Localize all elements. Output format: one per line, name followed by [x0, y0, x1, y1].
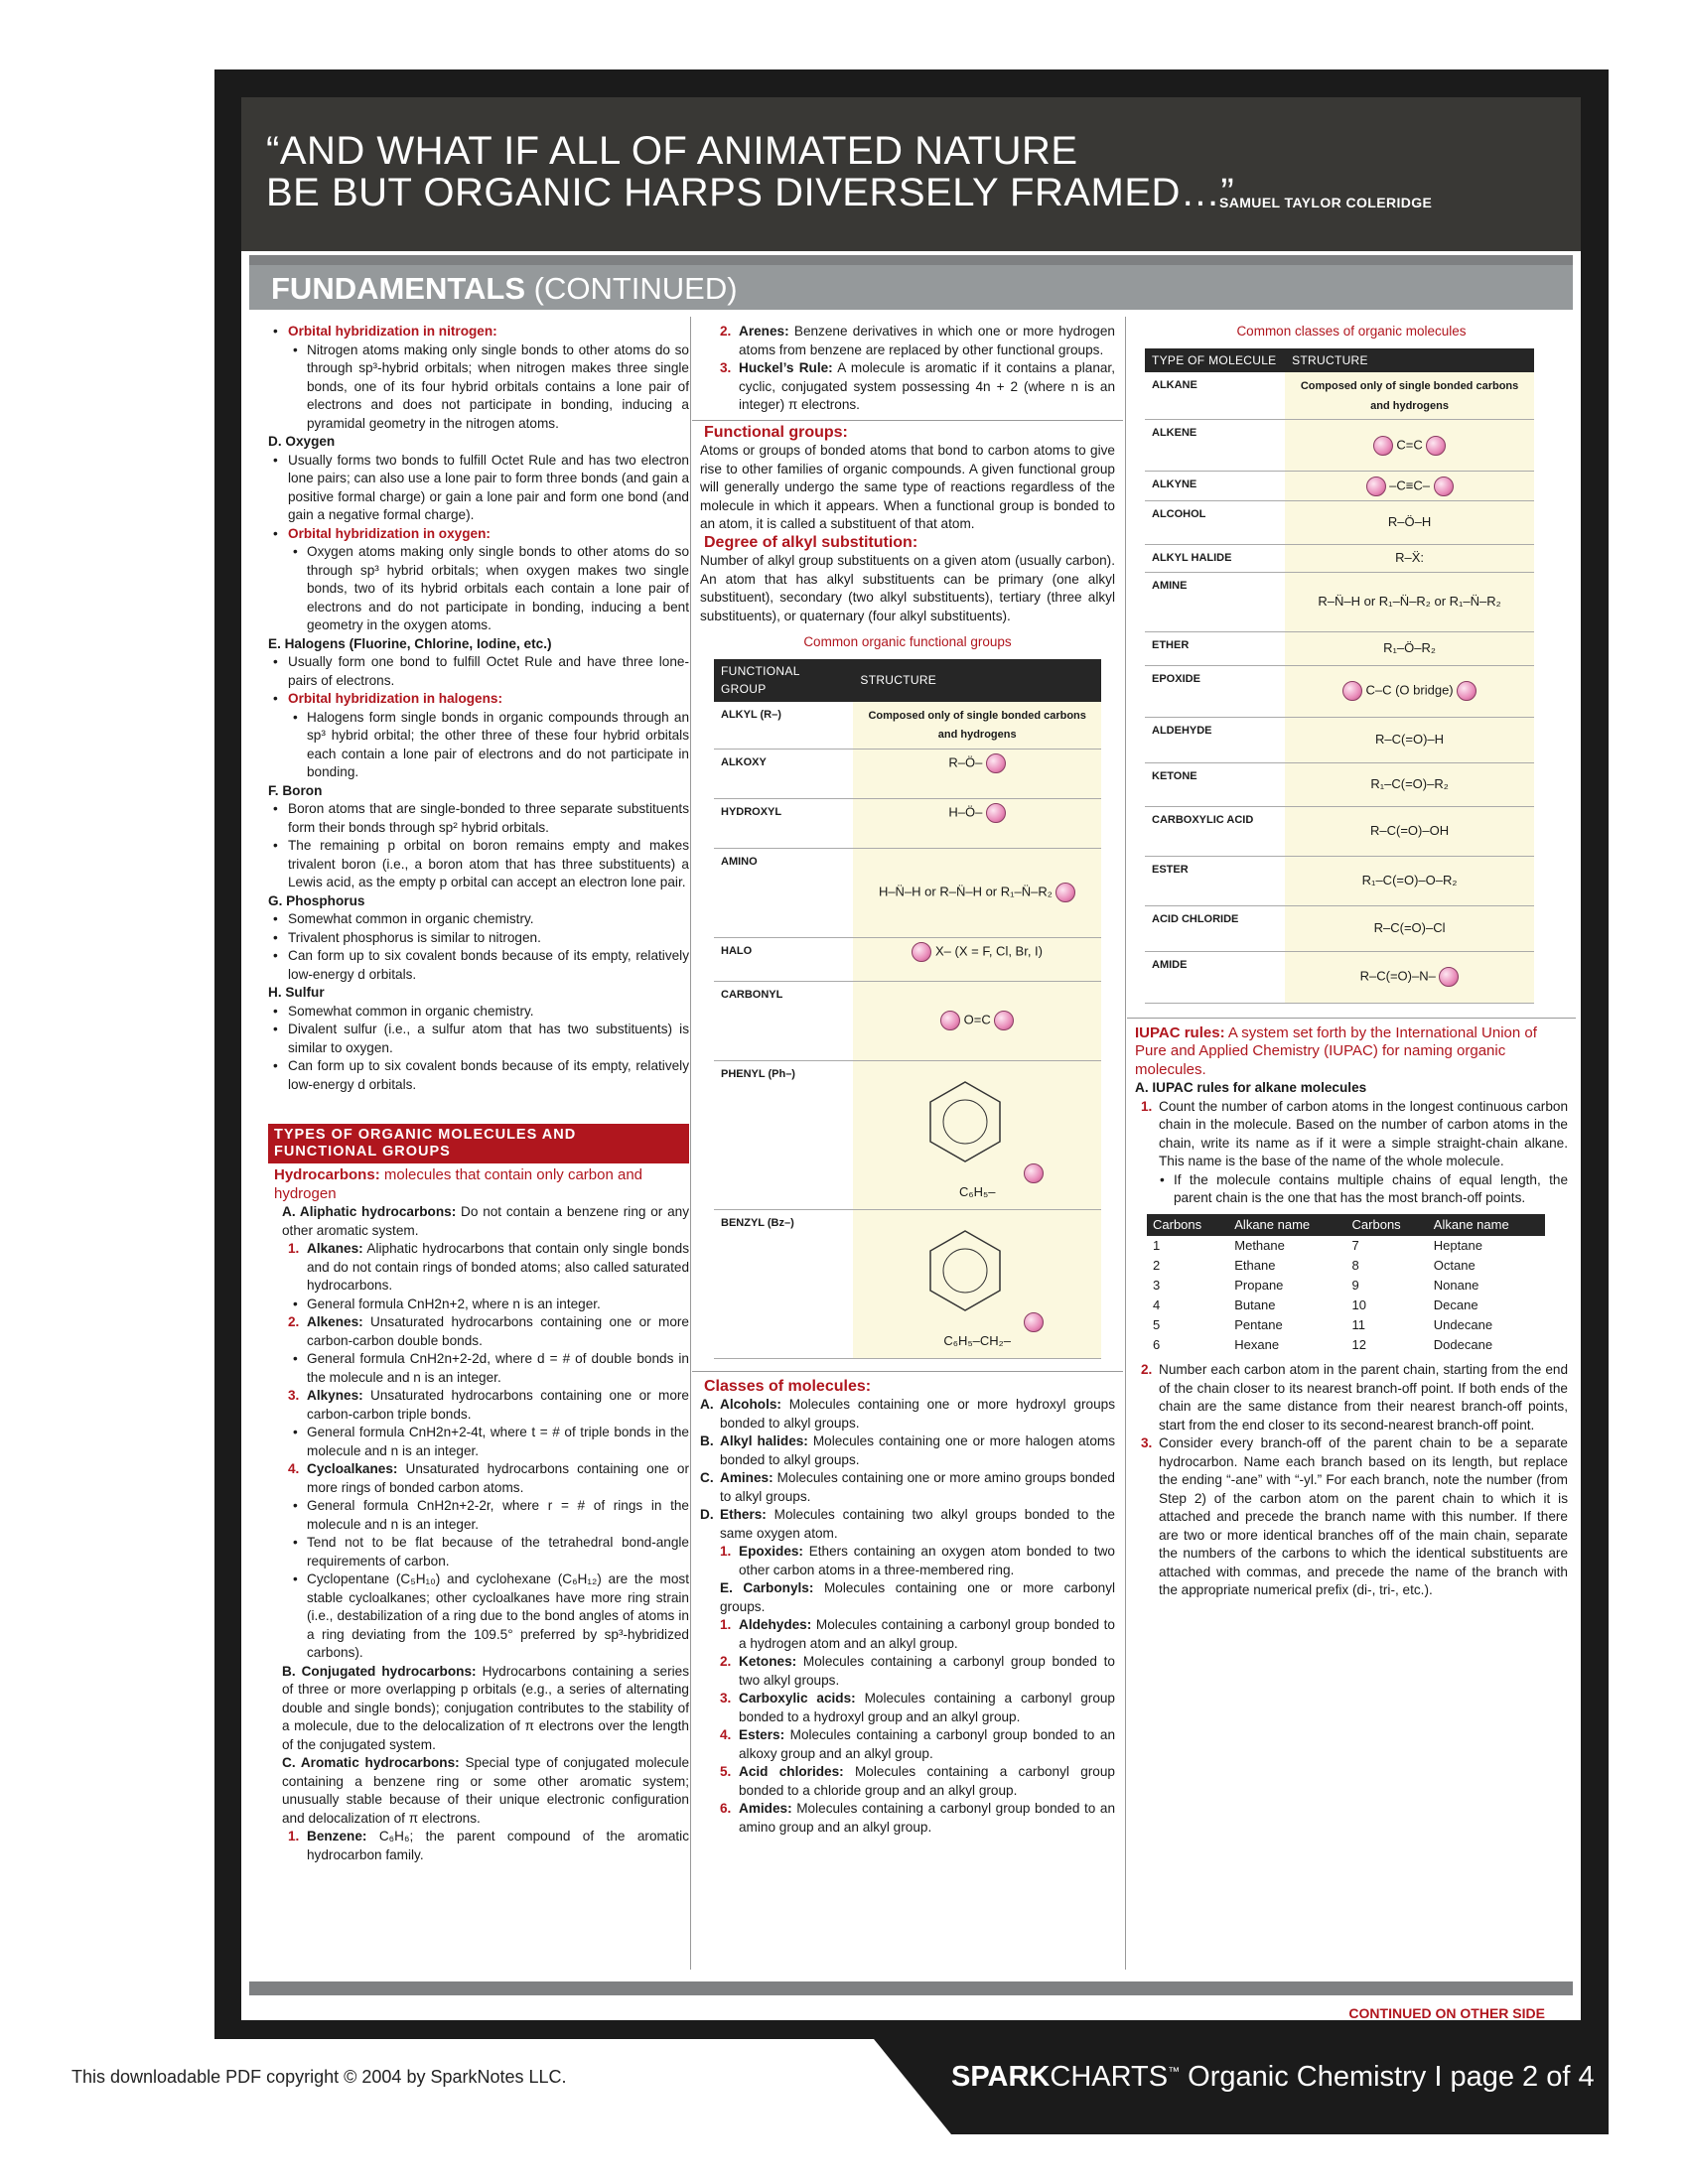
alkane-cell: 1	[1153, 1238, 1161, 1253]
carbonyl-heading: Amides:	[739, 1801, 792, 1816]
hydrocarbons-heading: Hydrocarbons:	[274, 1166, 380, 1183]
class-row	[1145, 806, 1534, 856]
section-header	[249, 265, 1573, 310]
sulfur-point-1: • Somewhat common in organic chemistry.	[268, 1003, 689, 1022]
class-type-name: CARBOXYLIC ACID	[1145, 806, 1285, 856]
oxygen-heading: D. Oxygen	[268, 434, 336, 449]
group-hydroxyl: HYDROXYL	[714, 798, 853, 848]
class-type-name: ALKENE	[1145, 420, 1285, 472]
substituent-ball	[1426, 436, 1446, 456]
class-letter: D.	[700, 1507, 714, 1522]
functional-groups-text: Atoms or groups of bonded atoms that bond to carbon atoms to give rise to other families of organic compounds. A given functional group will generally undergo the same type of reactions regardless of the molecule in which it appears. When a functional group is bonded to an atom, it is called a substituent of that atom.	[700, 443, 1115, 531]
carbonyl-text: Molecules containing a carbonyl group bonded to an amino group and an alkyl group.	[739, 1801, 1116, 1835]
carbonyl-text: Molecules containing a carbonyl group bonded to a hydrogen atom and an alkyl group.	[739, 1617, 1115, 1651]
benzene-text: C₆H₆; the parent compound of the aromatic hydrocarbon family.	[307, 1829, 689, 1862]
class-row	[1145, 545, 1534, 573]
classes-heading: Classes of molecules:	[704, 1377, 872, 1395]
orbital-halogen-heading: Orbital hybridization in halogens:	[288, 691, 502, 706]
aromatic-text: Special type of conjugated molecule containing a benzene ring or some other aromatic system; unusually stable because of their unique electronic configuration and delocalization of π electrons.	[282, 1755, 690, 1826]
carbonyl-number: 4.	[720, 1727, 732, 1742]
class-row	[1145, 665, 1534, 717]
alkane-cell: Pentane	[1234, 1317, 1283, 1332]
class-structure: R–C(=O)–Cl	[1373, 919, 1446, 935]
halo-structure: X– (X = F, Cl, Br, I)	[935, 942, 1043, 958]
top-rule	[249, 255, 1573, 265]
carbonyl-number: 3.	[720, 1691, 732, 1706]
class-structure: C=C	[1396, 436, 1423, 452]
group-alkyl: ALKYL (R–)	[714, 702, 853, 750]
group-amino: AMINO	[714, 848, 853, 937]
functional-groups-caption: Common organic functional groups	[803, 634, 1012, 649]
class-heading: Alcohols:	[720, 1397, 781, 1412]
substituent-ball	[940, 1011, 960, 1030]
aromatic-heading: C. Aromatic hydrocarbons:	[282, 1755, 460, 1770]
alkane-cell: 9	[1351, 1278, 1359, 1293]
carbonyl-item	[700, 1763, 1115, 1800]
fg-col-header-1: FUNCTIONAL GROUP	[714, 659, 853, 702]
class-letter: C.	[700, 1470, 714, 1485]
cycloalkanes-text: Unsaturated hydrocarbons containing one or more rings of bonded carbon atoms.	[307, 1461, 689, 1495]
carbonyl-structure: O=C	[963, 1012, 991, 1027]
alkanes-formula: • General formula CnH2n+2, where n is an integer.	[268, 1296, 689, 1314]
oxygen-text: • Usually forms two bonds to fulfill Octet Rule and has two electron lone pairs; can also use a lone pair to form three bonds (and gain a positive formal charge) or gain a lone pair and form one bond (and gain a negative formal charge).	[268, 452, 689, 525]
alkoxy-structure: R–Ö–	[948, 753, 983, 769]
class-type-name: AMIDE	[1145, 951, 1285, 1003]
alk-header: Carbons	[1346, 1214, 1428, 1237]
column-divider-1	[690, 317, 691, 1970]
alkane-cell: 5	[1153, 1317, 1161, 1332]
huckel-text: A molecule is aromatic if it contains a planar, cyclic, conjugated system possessing 4n + 2 (where n is an integer) π electrons.	[739, 360, 1115, 412]
quote-author: SAMUEL TAYLOR COLERIDGE	[1219, 195, 1433, 210]
class-type-name: ALCOHOL	[1145, 501, 1285, 545]
class-row	[1145, 372, 1534, 420]
carbonyl-number: 5.	[720, 1764, 732, 1779]
carbonyl-heading: Ketones:	[739, 1654, 797, 1669]
carbonyl-item	[700, 1726, 1115, 1763]
class-item	[700, 1433, 1115, 1469]
carbonyl-text: Molecules containing a carbonyl group bonded to a hydroxyl group and an alkyl group.	[739, 1691, 1115, 1724]
alkane-row	[1147, 1335, 1545, 1355]
group-alkoxy: ALKOXY	[714, 749, 853, 798]
carbonyl-heading: Acid chlorides:	[739, 1764, 844, 1779]
column-2: 2. Arenes: Benzene derivatives in which one or more hydrogen atoms from benzene are replaced by other functional groups. 3. Huckel’s Rule: A molecule is aromatic if it contains a planar, cyclic, conjugated system possessing 4n + 2 (where n is an integer) π electrons. Functional groups: Atoms or groups of bonded atoms that bond to carbon atoms to give rise to other families of organic compounds. A given functional group will generally undergo the same type of reactions regardless of the molecule in which it appears. When a functional group is bonded to an atom, it is called a substituent of that atom. Degree of alkyl substitution: Number of alkyl group substituents on a given atom (usually carbon). An atom that has alkyl substituents can be primary (one alkyl substituent), secondary (two alkyl substituents), tertiary (three alkyl substituents), or quaternary (four alkyl substituents). Common organic functional groups FUNCTIONAL GROUP STRUCTURE ALKYL (R–) Composed only of single bonded carbons and hydrogens ALKOXY R–Ö– HYDROXYL H–Ö– AMINO H–N̈–H or R–N̈–H or R₁–N̈–R₂ HALO X– (X = F, Cl, Br, I) CARBONYL O=C PHENYL (Ph–) C₆H₅– BENZYL (Bz–) C₆H₅–CH₂– Classes of molecules: A. Alcohols: Molecules containing one or more hydroxyl groups bonded to alkyl groups. B. Alkyl halides: Molecules containing one or more halogen atoms bonded to alkyl groups. C. Amines: Molecules containing one or more amino groups bonded to alkyl groups. D. Ethers: Molecules containing two alkyl groups bonded to the same oxygen atom. 1. Epoxides: Ethers containing an oxygen atom bonded to two other carbon atoms in a three-membered ring. E. Carbonyls: Molecules containing one or more carbonyl groups. 1. Aldehydes: Molecules containing a carbonyl group bonded to a hydrogen atom and an alkyl group. 2. Ketones: Molecules containing a carbonyl group bonded to two alkyl groups. 3. Carboxylic acids: Molecules containing a carbonyl group bonded to a hydroxyl group and an alkyl group. 4. Esters: Molecules containing a carbonyl group bonded to an alkoxy group and an alkyl group. 5. Acid chlorides: Molecules containing a carbonyl group bonded to a chloride group and an alkyl group. 6. Amides: Molecules containing a carbonyl group bonded to an amino group and an alkyl group.	[700, 323, 1115, 1837]
benzene-heading: Benzene:	[307, 1829, 367, 1843]
alkane-row	[1147, 1236, 1545, 1256]
alkane-cell: 12	[1351, 1337, 1366, 1352]
footer-copyright: This downloadable PDF copyright © 2004 by SparkNotes LLC.	[71, 2067, 567, 2087]
alkane-cell: Decane	[1433, 1297, 1478, 1312]
aliphatic-heading: A. Aliphatic hydrocarbons:	[282, 1204, 457, 1219]
orbital-nitrogen-text: • Nitrogen atoms making only single bonds to other atoms do so through sp³-hybrid orbitals; when nitrogen makes three single bonds, one of its four hybrid orbitals contains a lone pair of electrons and does not participate in bonding, inducing a pyramidal geometry in the nitrogen atoms.	[268, 341, 689, 434]
fg-col-header-2: STRUCTURE	[853, 659, 1101, 702]
quote-line-1: “AND WHAT IF ALL OF ANIMATED NATURE	[266, 129, 1078, 173]
alkane-cell: Hexane	[1234, 1337, 1280, 1352]
carbonyl-number: 1.	[720, 1617, 732, 1632]
class-type-name: ACID CHLORIDE	[1145, 905, 1285, 951]
alkane-structure: Composed only of single bonded carbons and hydrogens	[1300, 380, 1519, 412]
cycloalkanes-point-1: • General formula CnH2n+2-2r, where r = # of rings in the molecule and n is an integer.	[268, 1497, 689, 1534]
amino-structure: H–N̈–H or R–N̈–H or R₁–N̈–R₂	[878, 884, 1053, 899]
brand-bold: SPARK	[951, 2061, 1051, 2093]
group-benzyl: BENZYL (Bz–)	[714, 1209, 853, 1358]
alkane-row	[1147, 1256, 1545, 1276]
carbonyl-number: 6.	[720, 1801, 732, 1816]
iupac-definition: A system set forth by the International Union of Pure and Applied Chemistry (IUPAC) for naming organic molecules.	[1135, 1024, 1537, 1078]
alkenes-formula: • General formula CnH2n+2-2d, where d = # of double bonds in the molecule and n is an integer.	[268, 1350, 689, 1387]
classes-table-caption: Common classes of organic molecules	[1236, 324, 1467, 339]
carbonyl-list	[700, 1616, 1115, 1837]
alkane-cell: 2	[1153, 1258, 1161, 1273]
iupac-rule-1: Count the number of carbon atoms in the longest continuous carbon chain in the molecule. Based on the number of carbon atoms in the chain, write its name as if it were a simple straight-chain alkane. This name is the base of the name of the whole molecule.	[1159, 1098, 1568, 1168]
class-text: Molecules containing one or more amino groups bonded to alkyl groups.	[720, 1470, 1115, 1504]
sulfur-point-3: • Can form up to six covalent bonds because of its empty, relatively low-energy d orbitals.	[268, 1057, 689, 1094]
functional-groups-heading: Functional groups:	[704, 423, 848, 441]
boron-point-2: • The remaining p orbital on boron remains empty and makes trivalent boron (i.e., a boron atom that has three substituents) a Lewis acid, as the empty p orbital can accept an electron lone pair.	[268, 837, 689, 892]
carbonyl-heading: Esters:	[739, 1727, 785, 1742]
quote-line-2: BE BUT ORGANIC HARPS DIVERSELY FRAMED…”	[266, 171, 1235, 214]
class-row	[1145, 472, 1534, 501]
class-type-name: ETHER	[1145, 631, 1285, 665]
carbonyl-item	[700, 1653, 1115, 1690]
column-1: • Orbital hybridization in nitrogen: • Nitrogen atoms making only single bonds to other atoms do so through sp³-hybrid orbitals; when nitrogen makes three single bonds, one of its four hybrid orbitals contains a lone pair of electrons and does not participate in bonding, inducing a pyramidal geometry in the nitrogen atoms. D. Oxygen • Usually forms two bonds to fulfill Octet Rule and has two electron lone pairs; can also use a lone pair to form three bonds (and gain a positive formal charge) or gain a lone pair and form one bond (and gain a negative formal charge). • Orbital hybridization in oxygen: • Oxygen atoms making only single bonds to other atoms do so through sp³ hybrid orbitals; when oxygen makes two single bonds, two of its hybrid orbitals each contain a lone pair of electrons and do not participate in bonding, inducing a bent geometry in the oxygen atoms. E. Halogens (Fluorine, Chlorine, Iodine, etc.) • Usually form one bond to fulfill Octet Rule and have three lone-pairs of electrons. • Orbital hybridization in halogens: • Halogens form single bonds in organic compounds through an sp³ hybrid orbital; the other three of these four hybrid orbitals each contain a lone pair of electrons and do not participate in bonding. F. Boron • Boron atoms that are single-bonded to three separate substituents form their bonds through sp² hybrid orbitals. • The remaining p orbital on boron remains empty and makes trivalent boron (i.e., a boron atom that has three substituents) a Lewis acid, as the empty p orbital can accept an electron lone pair. G. Phosphorus • Somewhat common in organic chemistry. • Trivalent phosphorus is similar to nitrogen. • Can form up to six covalent bonds because of its empty, relatively low-energy d orbitals. H. Sulfur • Somewhat common in organic chemistry. • Divalent sulfur (i.e., a sulfur atom that has two substituents) is similar to oxygen. • Can form up to six covalent bonds because of its empty, relatively low-energy d orbitals. TYPES OF ORGANIC MOLECULES AND FUNCTIONAL GROUPS Hydrocarbons: molecules that contain only carbon and hydrogen A. Aliphatic hydrocarbons: Do not contain a benzene ring or any other aromatic system. 1. Alkanes: Aliphatic hydrocarbons that contain only single bonds and do not contain rings of bonded atoms; also called saturated hydrocarbons. • General formula CnH2n+2, where n is an integer. 2. Alkenes: Unsaturated hydrocarbons containing one or more carbon-carbon double bonds. • General formula CnH2n+2-2d, where d = # of double bonds in the molecule and n is an integer. 3. Alkynes: Unsaturated hydrocarbons containing one or more carbon-carbon triple bonds. • General formula CnH2n+2-4t, where t = # of triple bonds in the molecule and n is an integer. 4. Cycloalkanes: Unsaturated hydrocarbons containing one or more rings of bonded carbon atoms. • General formula CnH2n+2-2r, where r = # of rings in the molecule and n is an integer. • Tend not to be flat because of the tetrahedral bond-angle requirements of carbon. • Cyclopentane (C₅H₁₀) and cyclohexane (C₆H₁₂) are the most stable cycloalkanes; other cycloalkanes have more ring strain (i.e., destabilization of a ring due to the bond angles of atoms in a ring deviating from the 109.5° preferred by sp³-hybridized carbons). B. Conjugated hydrocarbons: Hydrocarbons containing a series of three or more overlapping p orbitals (e.g., a series of alternating double and single bonds); conjugation contributes to the stability of a molecule, due to the delocalization of π electrons over the length of the conjugated system. C. Aromatic hydrocarbons: Special type of conjugated molecule containing a benzene ring or some other aromatic system; unusually stable because of their unique electronic configuration and delocalization of π electrons. 1. Benzene: C₆H₆; the parent compound of the aromatic hydrocarbon family.	[268, 323, 689, 1864]
phosphorus-heading: G. Phosphorus	[268, 892, 365, 908]
class-text: Molecules containing one or more hydroxyl groups bonded to alkyl groups.	[720, 1397, 1115, 1431]
orbital-oxygen-text: • Oxygen atoms making only single bonds to other atoms do so through sp³ hybrid orbitals; when oxygen makes two single bonds, two of its hybrid orbitals each contain a lone pair of electrons and do not participate in bonding, inducing a bent geometry in the oxygen atoms.	[268, 543, 689, 635]
aliphatic-text: Do not contain a benzene ring or any other aromatic system.	[282, 1204, 690, 1238]
class-item	[700, 1396, 1115, 1433]
alkenes-heading: Alkenes:	[307, 1314, 363, 1329]
types-section-band: TYPES OF ORGANIC MOLECULES AND FUNCTIONAL GROUPS	[268, 1124, 689, 1163]
alkane-cell: Propane	[1234, 1278, 1284, 1293]
alkane-cell: 11	[1351, 1317, 1366, 1332]
bottom-rule	[249, 1981, 1573, 1995]
substituent-ball	[986, 753, 1006, 773]
carbonyl-heading: Aldehydes:	[739, 1617, 812, 1632]
class-text: Molecules containing two alkyl groups bonded to the same oxygen atom.	[720, 1507, 1115, 1541]
carbonyl-text: Molecules containing a carbonyl group bonded to two alkyl groups.	[739, 1654, 1115, 1688]
class-structure: R–C(=O)–H	[1375, 731, 1445, 747]
alkane-cell: Butane	[1234, 1297, 1276, 1312]
class-row	[1145, 501, 1534, 545]
alkynes-heading: Alkynes:	[307, 1388, 363, 1403]
column-divider-2	[1125, 317, 1126, 1970]
alkane-row	[1147, 1276, 1545, 1296]
brand-rest: CHARTS	[1050, 2061, 1169, 2093]
alkane-cell: 8	[1351, 1258, 1359, 1273]
trademark: ™	[1168, 2064, 1181, 2079]
class-structure: –C≡C–	[1389, 477, 1430, 492]
class-type-name: KETONE	[1145, 762, 1285, 806]
column-3: Common classes of organic molecules TYPE OF MOLECULE STRUCTURE ALKANE Composed only of single bonded carbons and hydrogens ALKENE C=C ALKYNE –C≡C– ALCOHOL R–Ö–H ALKYL HALIDE R–Ẍ: AMINE R–N̈–H or R₁–N̈–R₂ or R₁–N̈–R₂ ETHER R₁–Ö–R₂ EPOXIDE C–C (O bridge) ALDEHYDE R–C(=O)–H KETONE R₁–C(=O)–R₂ CARBOXYLIC ACID R–C(=O)–OH ESTER R₁–C(=O)–O–R₂ ACID CHLORIDE R–C(=O)–Cl AMIDE R–C(=O)–N– IUPAC rules: A system set forth by the International Union of Pure and Applied Chemistry (IUPAC) for naming organic molecules. A. IUPAC rules for alkane molecules 1. Count the number of carbon atoms in the longest continuous carbon chain in the molecule. Based on the number of carbon atoms in the chain, write its name as if it were a simple straight-chain alkane. This name is the base of the name of the whole molecule. • If the molecule contains multiple chains of equal length, the parent chain is the one that has the most branch-off points. Carbons Alkane name Carbons Alkane name 1 Methane 7 Heptane 2 Ethane 8 Octane 3 Propane 9 Nonane 4 Butane 10 Decane 5 Pentane 11 Undecane 6 Hexane 12 Dodecane 2. Number each carbon atom in the parent chain, starting from the end of the chain closer to its nearest branch-off point. If both ends of the chain are the same distance from their nearest branch-off points, start from the end closer to its second-nearest branch-off point. 3. Consider every branch-off of the parent chain to be a separate hydrocarbon. Name each branch based on its length, but replace the ending “-ane” with “-yl.” For each branch, note the number (from Step 2) of the carbon atom on the parent chain to which it is attached and precede the branch name with this number. If there are two or more identical branches off of the main chain, separate the numbers of the carbons to which the identical substituents are attached with commas, and precede the name of the branch with the appropriate numerical prefix (di-, tri-, etc.).	[1135, 323, 1568, 1600]
footer-title	[951, 2061, 1595, 2094]
cycloalkanes-point-3: • Cyclopentane (C₅H₁₀) and cyclohexane (C₆H₁₂) are the most stable cycloalkanes; other cycloalkanes have more ring strain (i.e., destabilization of a ring due to the bond angles of atoms in a ring deviating from the 109.5° preferred by sp³-hybridized carbons).	[268, 1570, 689, 1663]
alkane-cell: Undecane	[1433, 1317, 1493, 1332]
huckel-heading: Huckel’s Rule:	[739, 360, 833, 375]
alkane-cell: 6	[1153, 1337, 1161, 1352]
alk-header: Alkane name	[1428, 1214, 1545, 1237]
iupac-heading: IUPAC rules:	[1135, 1024, 1225, 1041]
class-letter: A.	[700, 1397, 714, 1412]
class-row	[1145, 856, 1534, 905]
class-structure: R–C(=O)–OH	[1370, 822, 1450, 838]
alkanes-heading: Alkanes:	[307, 1241, 363, 1256]
carbonyl-heading: Carboxylic acids:	[739, 1691, 856, 1706]
substituent-ball	[1373, 436, 1393, 456]
cycloalkanes-point-2: • Tend not to be flat because of the tetrahedral bond-angle requirements of carbon.	[268, 1534, 689, 1570]
benzyl-structure: C₆H₅–CH₂–	[943, 1333, 1011, 1349]
alkane-cell: 4	[1153, 1297, 1161, 1312]
alkynes-formula: • General formula CnH2n+2-4t, where t = # of triple bonds in the molecule and n is an integer.	[268, 1424, 689, 1460]
alkane-cell: Octane	[1433, 1258, 1476, 1273]
alkenes-text: Unsaturated hydrocarbons containing one or more carbon-carbon double bonds.	[307, 1314, 689, 1348]
epoxides-text: Ethers containing an oxygen atom bonded to two other carbon atoms in a three-membered ring.	[739, 1544, 1115, 1577]
class-type-name: ALDEHYDE	[1145, 717, 1285, 762]
class-row	[1145, 762, 1534, 806]
class-item	[700, 1469, 1115, 1506]
class-row	[1145, 905, 1534, 951]
conjugated-heading: B. Conjugated hydrocarbons:	[282, 1663, 477, 1679]
substituent-ball	[1434, 477, 1454, 496]
carbonyl-item	[700, 1800, 1115, 1837]
substituent-ball	[1366, 477, 1386, 496]
conjugated-text: Hydrocarbons containing a series of three or more overlapping p orbitals (e.g., a series of alternating double and single bonds); conjugation contributes to the stability of a molecule, due to the delocalization of π electrons over the length of the conjugated system.	[282, 1663, 690, 1752]
class-structure: C–C (O bridge)	[1365, 682, 1454, 698]
carbonyl-text: Molecules containing a carbonyl group bonded to a chloride group and an alkyl group.	[739, 1764, 1115, 1798]
halogens-text: • Usually form one bond to fulfill Octet Rule and have three lone-pairs of electrons.	[268, 653, 689, 690]
class-type-name: AMINE	[1145, 572, 1285, 631]
substituent-ball	[986, 803, 1006, 823]
alkane-cell: 7	[1351, 1238, 1359, 1253]
carbonyl-number: 2.	[720, 1654, 732, 1669]
content-card	[241, 251, 1581, 2020]
alkane-row	[1147, 1296, 1545, 1315]
benzene-ring-diagram	[911, 1216, 1020, 1325]
alkane-cell: 3	[1153, 1278, 1161, 1293]
alkane-names-table	[1147, 1214, 1545, 1356]
phosphorus-point-2: • Trivalent phosphorus is similar to nitrogen.	[268, 929, 689, 948]
classes-table	[1145, 348, 1534, 1004]
orbital-nitrogen-heading: Orbital hybridization in nitrogen:	[288, 324, 497, 339]
alkane-cell: Nonane	[1433, 1278, 1479, 1293]
sulfur-point-2: • Divalent sulfur (i.e., a sulfur atom that has two substituents) is similar to oxygen.	[268, 1021, 689, 1057]
hydrocarbons-definition: molecules that contain only carbon and hydrogen	[274, 1166, 643, 1202]
section-suffix: (CONTINUED)	[533, 271, 738, 306]
class-heading: Ethers:	[720, 1507, 767, 1522]
ct-col-header-2: STRUCTURE	[1285, 348, 1534, 373]
degree-substitution-text: Number of alkyl group substituents on a given atom (usually carbon). An atom that has alkyl substituents can be primary (one alkyl substituent), secondary (two alkyl substituents), tertiary (three alkyl substituents), or quaternary (four alkyl substituents).	[700, 553, 1115, 623]
iupac-rules-heading: A. IUPAC rules for alkane molecules	[1135, 1080, 1367, 1095]
degree-substitution-heading: Degree of alkyl substitution:	[704, 533, 918, 551]
class-item	[700, 1506, 1115, 1543]
class-type-name: ESTER	[1145, 856, 1285, 905]
alkane-cell: Heptane	[1433, 1238, 1482, 1253]
class-row	[1145, 572, 1534, 631]
class-heading: Amines:	[720, 1470, 774, 1485]
iupac-rule-3: Consider every branch-off of the parent chain to be a separate hydrocarbon. Name each branch based on its length, but replace the ending “-ane” with “-yl.” For each branch, note the number (from Step 2) of the carbon atom on the parent chain to which it is attached and precede the branch name with this number. If there are two or more identical branches off of the main chain, separate the numbers of the carbons to which the identical substituents are attached with commas, and precede the name of the branch with the appropriate numerical prefix (di-, tri-, etc.).	[1159, 1435, 1568, 1597]
class-structure: R₁–Ö–R₂	[1383, 639, 1436, 655]
epoxides-heading: Epoxides:	[739, 1544, 803, 1559]
class-letter: B.	[700, 1433, 714, 1448]
arenes-text: Benzene derivatives in which one or more hydrogen atoms from benzene are replaced by other functional groups.	[739, 324, 1115, 357]
alk-header: Carbons	[1147, 1214, 1228, 1237]
cycloalkanes-heading: Cycloalkanes:	[307, 1461, 398, 1476]
class-row	[1145, 420, 1534, 472]
substituent-ball	[1457, 681, 1477, 701]
class-type-name: ALKYNE	[1145, 472, 1285, 501]
class-heading: Alkyl halides:	[720, 1433, 808, 1448]
phosphorus-point-3: • Can form up to six covalent bonds because of its empty, relatively low-energy d orbitals.	[268, 947, 689, 984]
alkanes-text: Aliphatic hydrocarbons that contain only single bonds and do not contain rings of bonded atoms; also called saturated hydrocarbons.	[307, 1241, 689, 1293]
class-structure: R₁–C(=O)–R₂	[1370, 775, 1449, 791]
alk-header: Alkane name	[1228, 1214, 1345, 1237]
class-row	[1145, 631, 1534, 665]
orbital-oxygen-heading: Orbital hybridization in oxygen:	[288, 525, 491, 541]
section-title: FUNDAMENTALS	[271, 271, 526, 306]
functional-groups-table	[714, 659, 1101, 1359]
class-row	[1145, 717, 1534, 762]
alkane-cell: Ethane	[1234, 1258, 1276, 1273]
substituent-ball	[912, 942, 931, 962]
iupac-rule-2: Number each carbon atom in the parent chain, starting from the end of the chain closer to its nearest branch-off point. If both ends of the chain are the same distance from their nearest branch-off points, start from the end closer to its second-nearest branch-off point.	[1159, 1362, 1568, 1433]
arenes-heading: Arenes:	[739, 324, 789, 339]
carbonyl-text: Molecules containing a carbonyl group bonded to an alkoxy group and an alkyl group.	[739, 1727, 1116, 1761]
group-phenyl: PHENYL (Ph–)	[714, 1060, 853, 1209]
alkyl-structure: Composed only of single bonded carbons and hydrogens	[868, 709, 1086, 741]
benzene-ring-diagram	[911, 1067, 1020, 1176]
alkane-cell: 10	[1351, 1297, 1366, 1312]
halogens-heading: E. Halogens (Fluorine, Chlorine, Iodine, etc.)	[268, 635, 552, 651]
alkane-cell: Methane	[1234, 1238, 1285, 1253]
class-structure: R–N̈–H or R₁–N̈–R₂ or R₁–N̈–R₂	[1318, 593, 1501, 609]
carbonyls-heading: E. Carbonyls:	[720, 1580, 814, 1595]
phenyl-structure: C₆H₅–	[958, 1184, 996, 1200]
class-structure: R–Ö–H	[1387, 514, 1432, 530]
quote-banner	[241, 97, 1581, 251]
carbonyl-item	[700, 1616, 1115, 1653]
alkynes-text: Unsaturated hydrocarbons containing one or more carbon-carbon triple bonds.	[307, 1388, 689, 1422]
class-structure: R₁–C(=O)–O–R₂	[1361, 872, 1458, 887]
iupac-rule-1-sub: • If the molecule contains multiple chains of equal length, the parent chain is the one that has the most branch-off points.	[1135, 1171, 1568, 1208]
boron-heading: F. Boron	[268, 782, 323, 798]
substituent-ball	[1024, 1312, 1044, 1332]
orbital-halogen-text: • Halogens form single bonds in organic compounds through an sp³ hybrid orbital; the other three of these four hybrid orbitals each contain a lone pair of electrons and do not participate in bonding.	[268, 709, 689, 782]
class-type-name: ALKYL HALIDE	[1145, 545, 1285, 573]
class-type-name: EPOXIDE	[1145, 665, 1285, 717]
alkane-cell: Dodecane	[1433, 1337, 1493, 1352]
group-halo: HALO	[714, 937, 853, 981]
class-text: Molecules containing one or more halogen atoms bonded to alkyl groups.	[720, 1433, 1115, 1467]
carbonyls-text: Molecules containing one or more carbonyl groups.	[720, 1580, 1116, 1614]
class-structure: R–Ẍ:	[1395, 550, 1424, 565]
substituent-ball	[1439, 967, 1459, 987]
classes-list	[700, 1396, 1115, 1543]
page-title: Organic Chemistry I page 2 of 4	[1188, 2061, 1595, 2093]
substituent-ball	[1055, 883, 1075, 902]
class-type-name: ALKANE	[1145, 372, 1285, 420]
sulfur-heading: H. Sulfur	[268, 985, 325, 1000]
group-carbonyl: CARBONYL	[714, 981, 853, 1060]
substituent-ball	[994, 1011, 1014, 1030]
class-structure: R–C(=O)–N–	[1359, 968, 1436, 984]
phosphorus-point-1: • Somewhat common in organic chemistry.	[268, 910, 689, 929]
substituent-ball	[1342, 681, 1362, 701]
boron-point-1: • Boron atoms that are single-bonded to three separate substituents form their bonds through sp² hybrid orbitals.	[268, 800, 689, 837]
substituent-ball	[1024, 1163, 1044, 1183]
carbonyl-item	[700, 1690, 1115, 1726]
continued-note: CONTINUED ON OTHER SIDE	[1348, 2005, 1545, 2021]
class-row	[1145, 951, 1534, 1003]
ct-col-header-1: TYPE OF MOLECULE	[1145, 348, 1285, 373]
hydroxyl-structure: H–Ö–	[948, 803, 983, 819]
alkane-row	[1147, 1315, 1545, 1335]
